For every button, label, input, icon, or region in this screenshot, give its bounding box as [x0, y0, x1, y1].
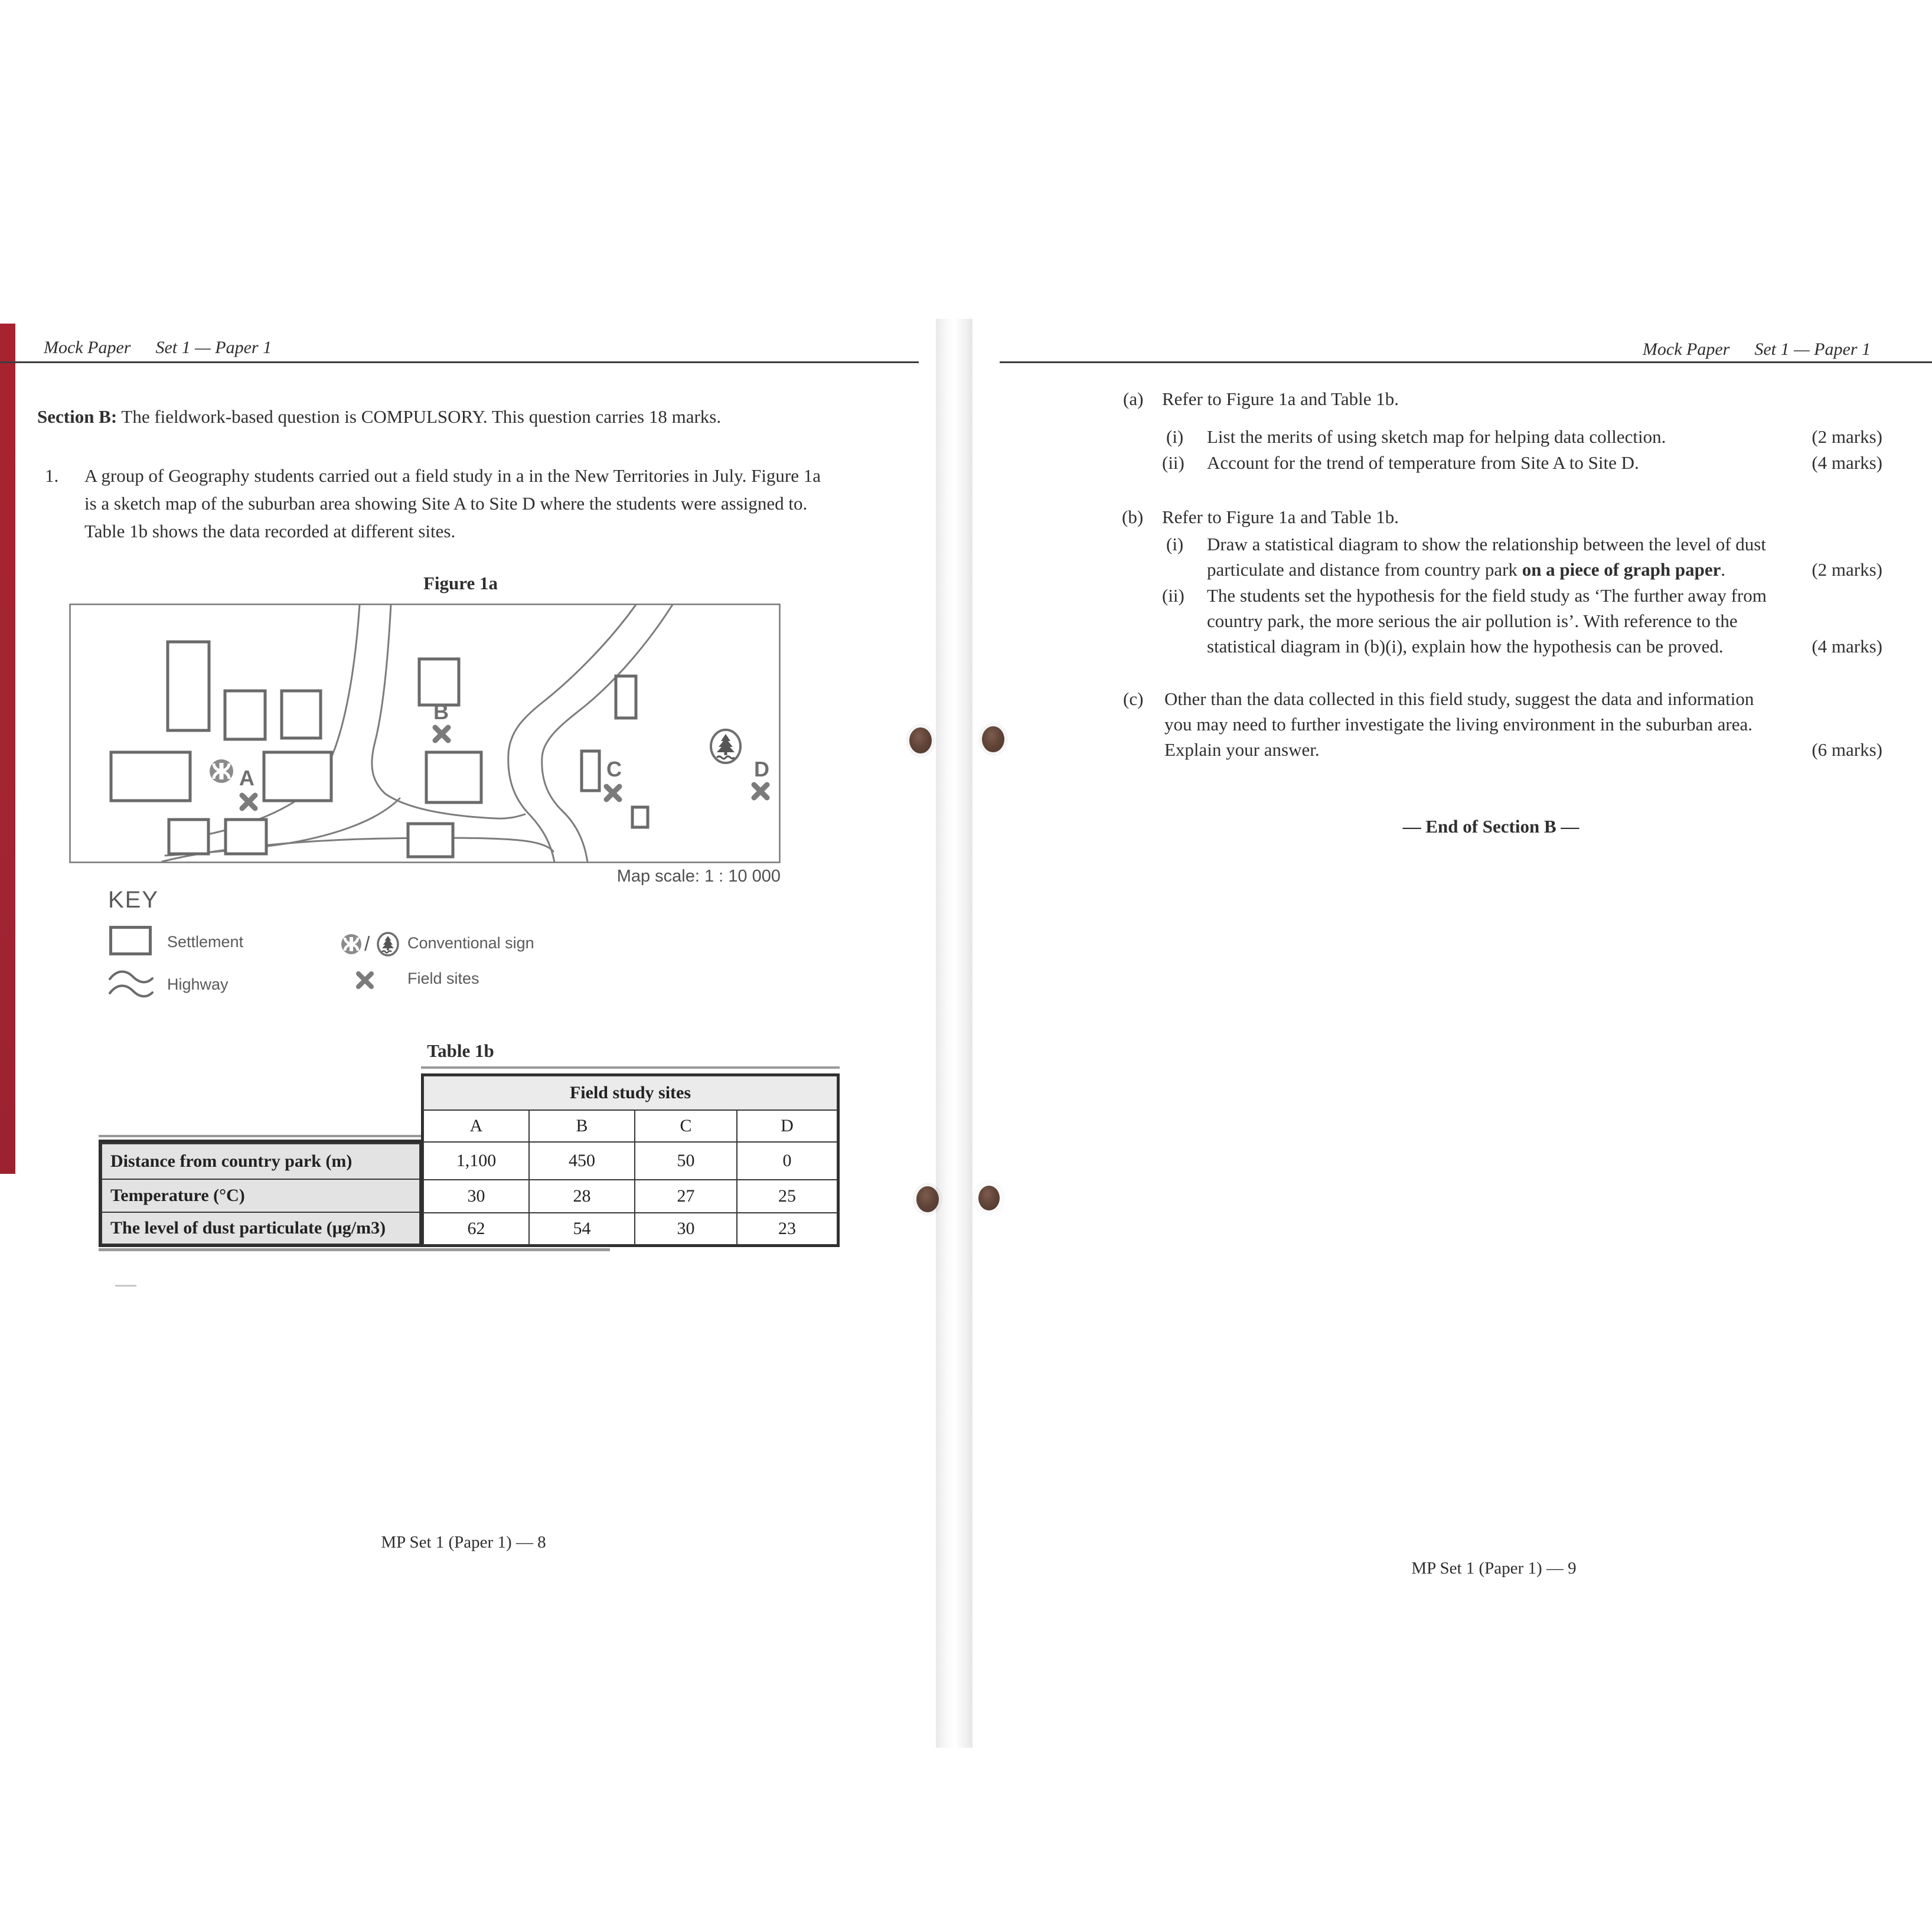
binder-hole: [982, 726, 1004, 752]
key-conventional-label: Conventional sign: [407, 934, 534, 952]
table-col-header-d: D: [736, 1109, 838, 1143]
question-b-i-line2: [1207, 559, 1725, 580]
table-value: 30: [423, 1179, 530, 1213]
mtr-station-icon: [341, 934, 361, 954]
table-value: 54: [528, 1212, 635, 1245]
question-c-line2: you may need to further investigate the living environment in the suburban area.: [1164, 714, 1753, 735]
table-col-header-a: A: [423, 1109, 530, 1143]
table-col-header-c: C: [634, 1109, 737, 1143]
table-field-sites-block: [421, 1073, 840, 1247]
table-row-label: Distance from country park (m): [101, 1143, 420, 1180]
question-b-ii-label: (ii): [1162, 585, 1184, 606]
question-b-i-line1: Draw a statistical diagram to show the relationship between the level of dust: [1207, 534, 1766, 554]
question-b-i-label: (i): [1166, 534, 1184, 554]
key-highway-icon: [108, 966, 154, 1000]
site-label-d: D: [754, 757, 769, 781]
table-value: 62: [423, 1212, 530, 1245]
country-park-tree-icon: [711, 730, 740, 763]
table-1b-title: Table 1b: [427, 1040, 494, 1061]
table-value: 27: [634, 1179, 737, 1213]
table-value: 50: [634, 1141, 737, 1180]
right-header-rule: [1000, 361, 1932, 363]
question-b-i-marks: (2 marks): [1812, 559, 1882, 580]
figure-1a-title: Figure 1a: [423, 573, 498, 593]
question-c-line1: Other than the data collected in this field study, suggest the data and information: [1164, 688, 1754, 709]
question-1-line: Table 1b shows the data recorded at different sites.: [84, 521, 456, 541]
section-b-text: The fieldwork-based question is COMPULSORY. This question carries 18 marks.: [121, 406, 722, 427]
question-a-ii-label: (ii): [1162, 452, 1184, 473]
table-value: 23: [736, 1212, 838, 1245]
question-b-i-line2-pre: particulate and distance from country park: [1207, 559, 1522, 580]
key-field-site-icon: [352, 967, 378, 993]
binder-hole: [916, 1186, 939, 1212]
table-row-label-block: [99, 1140, 423, 1247]
question-c-line3: Explain your answer.: [1164, 739, 1320, 760]
question-c-marks: (6 marks): [1812, 739, 1882, 760]
question-1-line: is a sketch map of the suburban area showing Site A to Site D where the students were assigned to.: [84, 493, 808, 514]
question-b-i-line2-post: .: [1721, 559, 1726, 580]
left-header-rule: [0, 361, 919, 363]
question-a-ii-marks: (4 marks): [1812, 452, 1882, 473]
key-conventional-icons: [340, 928, 404, 960]
scan-red-edge-strip: [0, 324, 15, 1174]
section-b-intro: [37, 406, 721, 427]
left-page-footer: MP Set 1 (Paper 1) — 8: [381, 1533, 546, 1552]
right-header-title: Mock Paper: [1642, 340, 1730, 359]
binder-hole: [909, 727, 932, 753]
question-b-i-line2-bold: on a piece of graph paper: [1522, 559, 1721, 580]
table-col-header-b: B: [528, 1109, 635, 1143]
scan-ghost-line: [421, 1066, 840, 1069]
question-c-label: (c): [1123, 688, 1144, 709]
question-b-intro: Refer to Figure 1a and Table 1b.: [1162, 507, 1399, 527]
table-row-label: Temperature (°C): [101, 1179, 420, 1213]
key-title: KEY: [108, 887, 159, 913]
table-value: 25: [736, 1179, 838, 1213]
question-b-ii-marks: (4 marks): [1812, 636, 1882, 657]
site-label-b: B: [433, 700, 449, 724]
key-slash: /: [364, 933, 370, 955]
key-highway-label: Highway: [167, 975, 229, 993]
figure-1a-sketch-map: [69, 603, 781, 863]
question-a-intro: Refer to Figure 1a and Table 1b.: [1162, 389, 1399, 409]
left-header-set: Set 1 — Paper 1: [155, 338, 272, 357]
right-page-header: [1512, 340, 1871, 360]
key-settlement-label: Settlement: [167, 933, 244, 951]
question-a-i-label: (i): [1166, 426, 1184, 447]
site-label-c: C: [606, 757, 622, 781]
question-a-ii-text: Account for the trend of temperature from Site A to Site D.: [1207, 452, 1639, 473]
scan-ghost-line: [99, 1248, 610, 1251]
mtr-station-icon: [210, 759, 233, 783]
question-a-label: (a): [1123, 389, 1144, 409]
key-field-sites-label: Field sites: [407, 970, 479, 987]
section-b-label: Section B:: [37, 406, 118, 427]
right-page-footer: MP Set 1 (Paper 1) — 9: [1411, 1559, 1577, 1578]
table-value: 28: [528, 1179, 635, 1213]
page-fold-spine: [936, 319, 972, 1748]
country-park-tree-icon: [378, 933, 398, 955]
question-b-ii-line2: country park, the more serious the air pollution is’. With reference to the: [1207, 611, 1738, 631]
scan-smudge: [115, 1285, 136, 1287]
table-row-label: The level of dust particulate (μg/m3): [101, 1212, 420, 1245]
question-a-i-text: List the merits of using sketch map for helping data collection.: [1207, 426, 1666, 447]
map-scale-note: Map scale: 1 : 10 000: [616, 867, 781, 886]
right-header-set: Set 1 — Paper 1: [1754, 340, 1871, 359]
table-value: 1,100: [423, 1141, 530, 1180]
left-header-title: Mock Paper: [44, 338, 131, 357]
table-value: 30: [634, 1212, 737, 1245]
site-label-a: A: [239, 766, 254, 790]
scan-ghost-line: [99, 1135, 422, 1137]
table-value: 0: [736, 1141, 838, 1180]
end-of-section-note: — End of Section B —: [1402, 816, 1579, 837]
table-group-header: Field study sites: [423, 1075, 838, 1111]
left-page-header: [44, 338, 272, 358]
question-b-label: (b): [1122, 507, 1144, 527]
question-a-i-marks: (2 marks): [1812, 426, 1882, 447]
question-1-number: 1.: [45, 465, 59, 486]
question-b-ii-line1: The students set the hypothesis for the field study as ‘The further away from: [1207, 585, 1767, 606]
question-b-ii-line3: statistical diagram in (b)(i), explain how the hypothesis can be proved.: [1207, 636, 1724, 657]
table-value: 450: [528, 1141, 635, 1180]
question-1-line: A group of Geography students carried out a field study in a in the New Territories in July. Figure 1a: [84, 465, 821, 486]
binder-hole: [978, 1186, 1000, 1210]
key-settlement-swatch: [109, 926, 152, 955]
